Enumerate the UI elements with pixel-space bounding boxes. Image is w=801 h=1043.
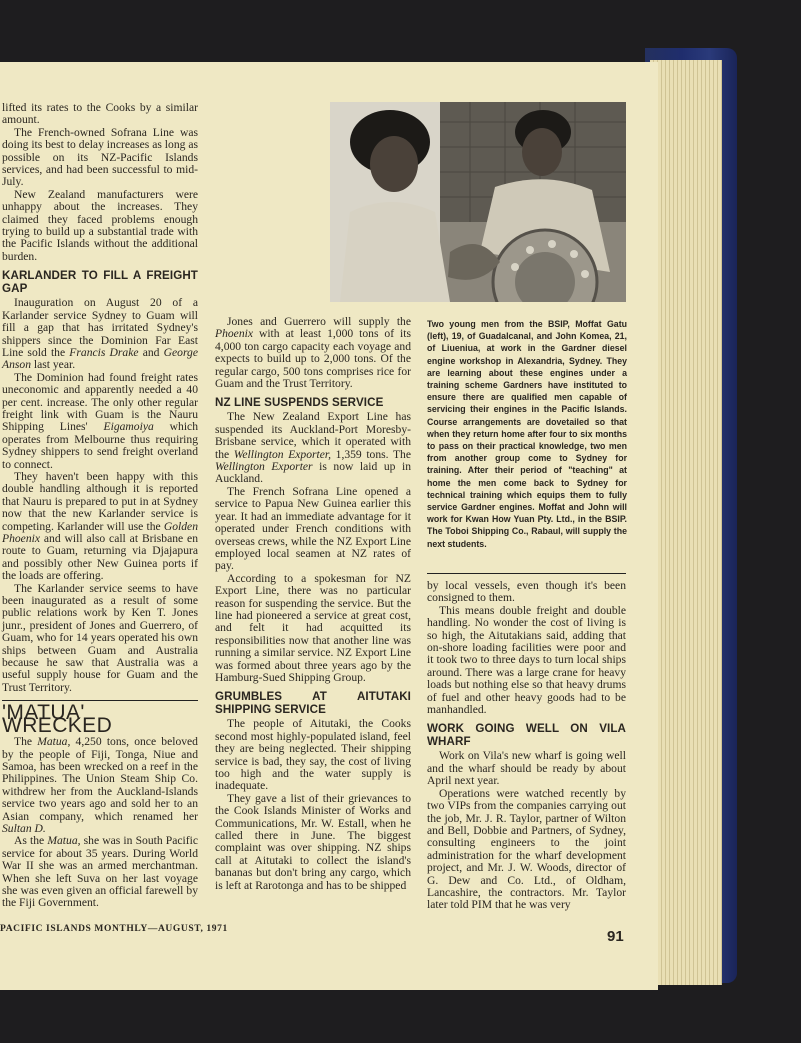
paragraph: lifted its rates to the Cooks by a similar amount. bbox=[2, 101, 198, 127]
page-footer: PACIFIC ISLANDS MONTHLY—AUGUST, 1971 bbox=[0, 924, 228, 934]
magazine-page bbox=[0, 62, 658, 990]
paragraph: They gave a list of their grievances to the Cook Islands Minister of Works and Communications, Mr. W. Estall, when he called there in June. The biggest complaint was over shipping. NZ ships call at Aitutaki to collect the island's bananas but don't bring any cargo, which is left at Rarotonga and has to be shipped bbox=[215, 791, 411, 892]
paragraph: The New Zealand Export Line has suspended its Auckland-Port Moresby-Brisbane service, which it operated with the Wellington Exporter, 1,359 tons. The Wellington Exporter is now laid up in Auckland. bbox=[215, 410, 411, 486]
column-3 bbox=[427, 566, 626, 912]
photo-illustration bbox=[330, 102, 626, 302]
paragraph: Jones and Guerrero will supply the Phoenix with at least 1,000 tons of its 4,000 ton cargo capacity each voyage and expects to build up to 2,000 tons. Of the regular cargo, 500 tons comprises rice for Guam and the Trust Territory. bbox=[215, 315, 411, 391]
headline-aitutaki: GRUMBLES AT AITUTAKI SHIPPING SERVICE bbox=[215, 690, 411, 717]
paragraph: New Zealand manufacturers were unhappy about the increases. They claimed they faced problems enough trying to build up a substantial trade with the Pacific Islands without the additional burden. bbox=[2, 187, 198, 263]
paragraph: This means double freight and double handling. No wonder the cost of living is so high, the Aitutakians said, adding that on-shore loading facilities were poor and it took two to three days to turn local ships around. There was a large crane for heavy loads but nothing else so that heavy drums of fuel and other heavy goods had to be manhandled. bbox=[427, 603, 626, 717]
column-1 bbox=[2, 102, 198, 910]
paragraph: Operations were watched recently by two VIPs from the companies carrying out the job, Mr. J. R. Taylor, partner of Wilton and Bell, Dobbie and Partners, of Sydney, consulting engineers to the joint administration for the wharf development project, and Mr. J. W. Woods, director of G. Dew and Co. Ltd., of Oldham, Lancashire, the contractors. Mr. Taylor later told PIM that he was very bbox=[427, 786, 626, 912]
paragraph: They haven't been happy with this double handling although it is reported that Nauru is prepared to put in at Sydney now that the new Karlander service is competing. Karlander will use the Golden Phoenix and will also call at Brisbane en route to Guam, returning via Djajapura and possibly other New Guinea ports if the loads are offering. bbox=[2, 469, 198, 583]
paragraph: According to a spokesman for NZ Export Line, there was no particular reason for suspending the service. But the line had pioneered a service at great cost, and felt it had acquitted its responsibilities now that another line was running a similar service. NZ Export Line was formed about three years ago by the Hamburg-Sued Shipping Group. bbox=[215, 571, 411, 684]
paragraph: by local vessels, even though it's been consigned to them. bbox=[427, 579, 626, 605]
paragraph: Inauguration on August 20 of a Karlander service Sydney to Guam will fill a gap that has irritated Sydney's shippers since the Dominion Far East Line sold the Francis Drake and George Anson last year. bbox=[2, 296, 198, 372]
paragraph: The people of Aitutaki, the Cooks second most highly-populated island, feel they are being neglected. Their shipping service is bad, they say, the cost of living too high and the water supply is inadequate. bbox=[215, 717, 411, 793]
paragraph: The Karlander service seems to have been inaugurated as a result of some public relations work by Ken T. Jones junr., president of Jones and Guerrero, of Guam, who for 14 years operated his own ships between Guam and Australia because he saw that Australia was a useful supply house for Guam and the Trust Territory. bbox=[2, 581, 198, 694]
headline-nz-line: NZ LINE SUSPENDS SERVICE bbox=[215, 396, 384, 410]
paragraph: As the Matua, she was in South Pacific service for about 35 years. During World War II she was an armed merchantman. When she left Suva on her last voyage she was even given an official farewell by the Fiji Government. bbox=[2, 834, 198, 910]
photo-two-men-engine-workshop bbox=[330, 102, 626, 302]
column-rule bbox=[427, 573, 626, 574]
paragraph: The French Sofrana Line opened a service to Papua New Guinea earlier this year. It had an immediate advantage for it operated under French conditions with overseas crews, while the NZ Export Line employed local seamen at NZ rates of pay. bbox=[215, 484, 411, 573]
page-edges bbox=[650, 60, 722, 985]
headline-vila-wharf: WORK GOING WELL ON VILA WHARF bbox=[427, 722, 626, 749]
column-2 bbox=[215, 316, 411, 892]
photo-caption: Two young men from the BSIP, Moffat Gatu (left), 19, of Guadalcanal, and John Komea, 21, of Liueniua, at work in the Gardner diesel engine workshop in Alexandria, Sydney. They are learning about these engines under a training scheme Gardners have instituted to ensure there are qualified men capable of servicing their engines in the Pacific Islands. Course arrangements are dovetailed so that when they return home after four to six months to pass on their practical knowledge, two men from another group come to Sydney for training. After their period of "teaching" at home the men come back to Sydney for technical training which equips them to fully service Gardner engines. Moffat and John will work for Kwan How Yuan Pty. Ltd., in the BSIP. The Toboi Shipping Co., Rabaul, will supply the next students. bbox=[427, 319, 627, 549]
paragraph: Work on Vila's new wharf is going well and the wharf should be ready by about April next year. bbox=[427, 749, 626, 788]
headline-matua: 'MATUA' WRECKED bbox=[2, 700, 198, 732]
headline-karlander: KARLANDER TO FILL A FREIGHT GAP bbox=[2, 269, 198, 296]
paragraph: The Dominion had found freight rates uneconomic and apparently needed a 40 per cent. increase. The only other regular freight link with Guam is the Nauru Shipping Lines' Eigamoiya which operates from Melbourne thus requiring Sydney shippers to send freight overland to connect. bbox=[2, 370, 198, 471]
paragraph: The French-owned Sofrana Line was doing its best to delay increases as long as possible on its NZ-Pacific Islands services, and had been successful to mid-July. bbox=[2, 125, 198, 189]
page-number: 91 bbox=[607, 928, 624, 945]
paragraph: The Matua, 4,250 tons, once beloved by the people of Fiji, Tonga, Niue and Samoa, has been wrecked on a reef in the Philippines. The Union Steam Ship Co. withdrew her from the Auckland-Islands service two years ago and sold her to an Asian company, which renamed her Sultan D. bbox=[2, 735, 198, 835]
